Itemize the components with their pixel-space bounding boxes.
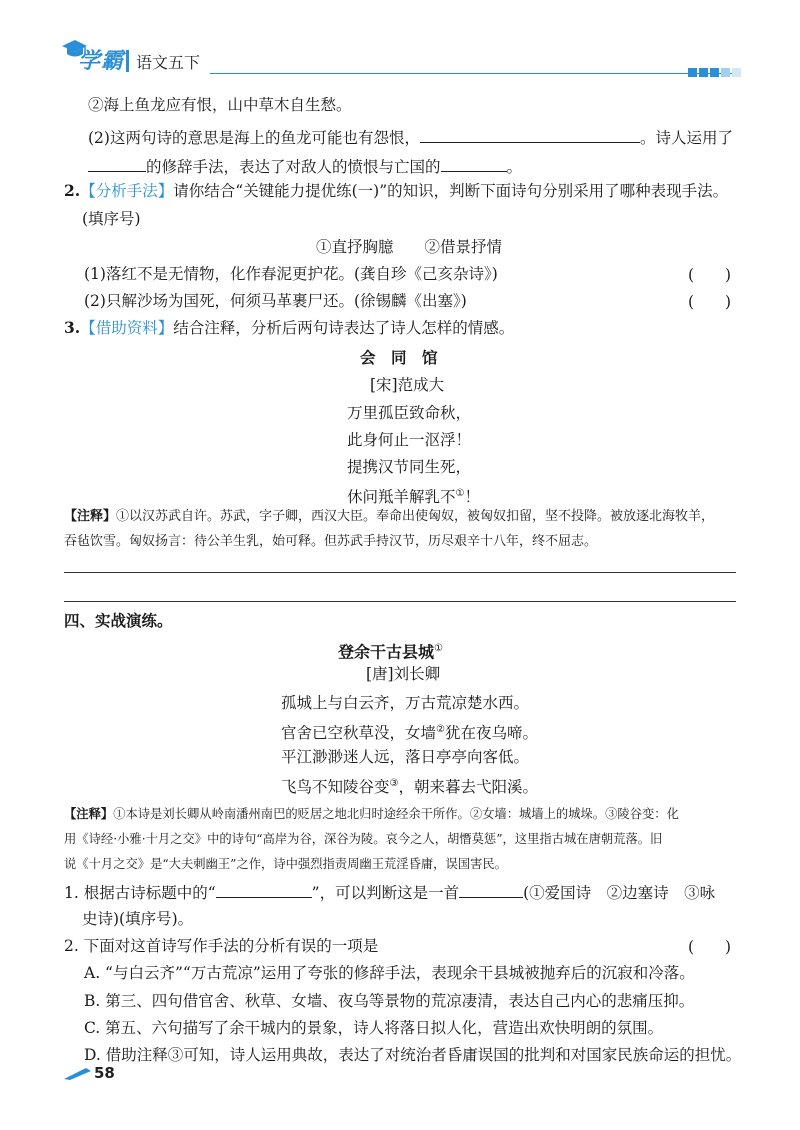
question-2-line1: (2)这两句诗的意思是海上的鱼龙可能也有怨恨， 。诗人运用了 xyxy=(88,125,733,149)
subject-label: 语文五下 xyxy=(136,53,201,72)
question-4-1: 1. 根据古诗标题中的“ ”，可以判断这是一首 (①爱国诗 ②边塞诗 ③咏 xyxy=(64,880,715,904)
page-number: 58 xyxy=(94,1064,115,1082)
brand-divider xyxy=(126,50,129,72)
annotation: 【注释】①以汉苏武自许。苏武，字子卿，西汉大臣。奉命出使匈奴，被匈奴扣留，坚不投降。被放逐北海牧羊， xyxy=(64,509,715,524)
answer-blank[interactable] xyxy=(216,880,312,898)
poem-line: 飞鸟不知陵谷变③，朝来暮去弋阳溪。 xyxy=(281,778,538,797)
s2-item-1: (1)落红不是无情物，化作春泥更护花。(龚自珍《己亥杂诗》) xyxy=(84,265,498,283)
poem-line: 此身何止一沤浮！ xyxy=(347,431,472,449)
choice-a[interactable]: A. “与白云齐”“万古荒凉”运用了夸张的修辞手法，表现余干县城被抛弃后的沉寂和冷落。 xyxy=(84,964,695,982)
poem-line: 万里孤臣致命秋， xyxy=(347,404,472,422)
answer-paren[interactable]: ( ) xyxy=(688,266,732,284)
choice-d[interactable]: D. 借助注释③可知，诗人运用典故，表达了对统治者昏庸误国的批判和对国家民族命运的担忧。 xyxy=(84,1046,742,1064)
poem-line: 孤城上与白云齐，万古荒凉楚水西。 xyxy=(281,694,530,712)
answer-paren[interactable]: ( ) xyxy=(688,938,732,956)
answer-blank[interactable] xyxy=(88,154,146,172)
question-4-1-cont: 史诗)(填序号)。 xyxy=(82,910,194,928)
section-4-heading: 四、实战演练。 xyxy=(64,611,173,630)
pen-icon xyxy=(64,1066,92,1080)
answer-blank[interactable] xyxy=(420,125,640,143)
answer-blank[interactable] xyxy=(459,880,523,898)
header-rule xyxy=(210,73,736,74)
annotation-cont: 用《诗经·小雅·十月之交》中的诗句“高岸为谷，深谷为陵。哀今之人，胡憯莫惩”，这里指古城在唐朝荒落。旧 xyxy=(64,832,663,846)
poem-title: 登余干古县城① xyxy=(338,642,443,662)
question-2-stem: 2.【分析手法】请你结合“关键能力提优练(一)”的知识，判断下面诗句分别采用了哪种表现手法。 xyxy=(64,181,729,200)
brand-logo: 学霸 xyxy=(78,49,125,74)
annotation: 【注释】①本诗是刘长卿从岭南潘州南巴的贬居之地北归时途经余干所作。②女墙：城墙上的城垛。③陵谷变：化 xyxy=(64,806,679,821)
poem-line-2: ②海上鱼龙应有恨，山中草木自生愁。 xyxy=(88,96,352,114)
choice-b[interactable]: B. 第三、四句借官舍、秋草、女墙、夜乌等景物的荒凉凄清，表达自己内心的悲痛压抑。 xyxy=(84,992,695,1010)
question-tag: 【分析手法】 xyxy=(80,182,174,200)
question-2-stem-2: (填序号) xyxy=(82,210,141,228)
answer-paren[interactable]: ( ) xyxy=(688,293,732,311)
poem-title: 会 同 馆 xyxy=(360,348,438,367)
header xyxy=(0,0,800,90)
s2-item-2: (2)只解沙场为国死，何须马革裹尸还。(徐锡麟《出塞》) xyxy=(84,292,467,310)
poem-line: 提携汉节同生死， xyxy=(347,458,472,476)
poem-line: 休问羝羊解乳不①！ xyxy=(347,488,480,507)
poem-line: 平江渺渺迷人远，落日亭亭向客低。 xyxy=(281,748,530,766)
poem-line: 官舍已空秋草没，女墙②犹在夜乌啼。 xyxy=(281,724,538,743)
choice-c[interactable]: C. 第五、六句描写了余干城内的景象，诗人将落日拟人化，营造出欢快明朗的氛围。 xyxy=(84,1019,664,1037)
annotation-cont: 吞毡饮雪。匈奴扬言：待公羊生乳，始可释。但苏武手持汉节，历尽艰辛十八年，终不屈志。 xyxy=(64,534,598,549)
annotation-cont: 说《十月之交》是“大夫刺幽王”之作，诗中强烈指责周幽王荒淫昏庸，误国害民。 xyxy=(64,857,507,871)
question-2-line2: 的修辞手法，表达了对敌人的愤恨与亡国的 。 xyxy=(88,154,522,178)
header-dots xyxy=(688,62,741,81)
answer-blank[interactable] xyxy=(441,154,507,172)
question-tag: 【借助资料】 xyxy=(80,319,174,337)
technique-options: ①直抒胸臆 ②借景抒情 xyxy=(316,238,503,256)
answer-line[interactable] xyxy=(64,601,736,602)
poem-author: [唐]刘长卿 xyxy=(366,665,441,683)
question-4-2: 2. 下面对这首诗写作手法的分析有误的一项是 xyxy=(64,937,379,955)
answer-line[interactable] xyxy=(64,572,736,573)
question-3-stem: 3.【借助资料】结合注释，分析后两句诗表达了诗人怎样的情感。 xyxy=(64,318,515,337)
poem-author: [宋]范成大 xyxy=(370,376,445,394)
